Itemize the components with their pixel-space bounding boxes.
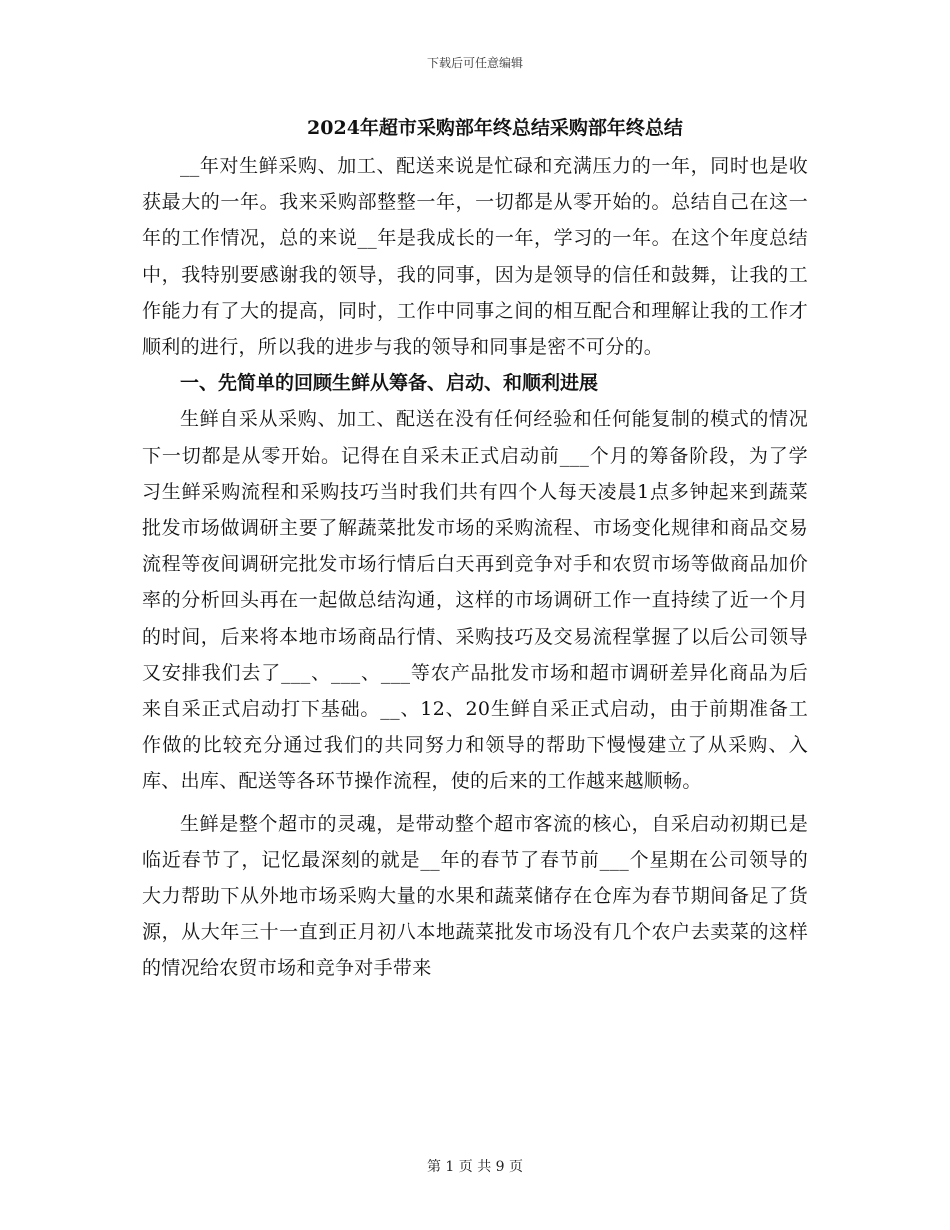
paragraph-fresh-produce: 生鲜是整个超市的灵魂，是带动整个超市客流的核心，自采启动初期已是临近春节了，记忆最深刻的就是__年的春节了春节前___个星期在公司领导的大力帮助下从外地市场采购大量的水果和蔬菜储存在仓库为春节期间备足了货源，从大年三十一直到正月初八本地蔬菜批发市场没有几个农户去卖菜的这样的情况给农贸市场和竞争对手带来 [142,812,808,980]
paragraph-review: 生鲜自采从采购、加工、配送在没有任何经验和任何能复制的模式的情况下一切都是从零开始。记得在自采未正式启动前___个月的筹备阶段，为了学习生鲜采购流程和采购技巧当时我们共有四个人每天凌晨1点多钟起来到蔬菜批发市场做调研主要了解蔬菜批发市场的采购流程、市场变化规律和商品交易流程等夜间调研完批发市场行情后白天再到竞争对手和农贸市场等做商品加价率的分析回头再在一起做总结沟通，这样的市场调研工作一直持续了近一个月的时间，后来将本地市场商品行情、采购技巧及交易流程掌握了以后公司领导又安排我们去了___、___、___等农产品批发市场和超市调研差异化商品为后来自采正式启动打下基础。__、12、20生鲜自采正式启动，由于前期准备工作做的比较充分通过我们的共同努力和领导的帮助下慢慢建立了从采购、入库、出库、配送等各环节操作流程，使的后来的工作越来越顺畅。 [142,408,808,793]
document-body [142,108,808,987]
page-footer: 第 1 页 共 9 页 [426,1159,524,1175]
paragraph-intro: __年对生鲜采购、加工、配送来说是忙碌和充满压力的一年，同时也是收获最大的一年。我来采购部整整一年，一切都是从零开始的。总结自己在这一年的工作情况，总的来说__年是我成长的一年，学习的一年。在这个年度总结中，我特别要感谢我的领导，我的同事，因为是领导的信任和鼓舞，让我的工作能力有了大的提高，同时，工作中同事之间的相互配合和理解让我的工作才顺利的进行，所以我的进步与我的领导和同事是密不可分的。 [142,155,808,359]
page-header: 下载后可任意编辑 [426,56,523,70]
section-heading-1: 一、先简单的回顾生鲜从筹备、启动、和顺利进展 [180,372,599,395]
document-title: 2024年超市采购部年终总结采购部年终总结 [307,117,683,139]
